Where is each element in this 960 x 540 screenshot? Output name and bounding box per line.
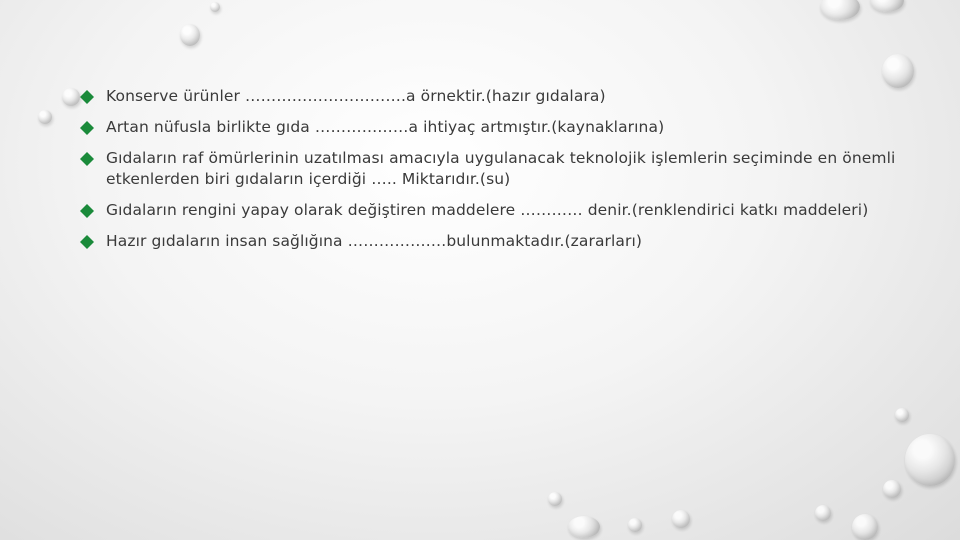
bullet-text: Hazır gıdaların insan sağlığına ……………….bulunmaktadır.(zararları) [106, 232, 643, 250]
bullet-text: Artan nüfusla birlikte gıda ………………a ihtiyaç artmıştır.(kaynaklarına) [106, 118, 665, 136]
list-item [80, 231, 900, 252]
bullet-text: Konserve ürünler ………………………….a örnektir.(hazır gıdalara) [106, 87, 606, 105]
list-item [80, 200, 900, 221]
list-item [80, 86, 900, 107]
list-item [80, 148, 900, 190]
water-drop-icon [672, 510, 690, 528]
bullet-text: Gıdaların raf ömürlerinin uzatılması amacıyla uygulanacak teknolojik işlemlerin seçiminde en önemli etkenlerden biri gıdaların içerdiği ….. Miktarıdır.(su) [106, 149, 896, 188]
water-drop-icon [883, 480, 901, 498]
water-drop-icon [905, 434, 955, 486]
water-drop-icon [852, 514, 878, 540]
water-drop-icon [38, 110, 52, 124]
water-drop-icon [548, 492, 562, 506]
diamond-bullet-icon [80, 90, 94, 104]
water-drop-icon [870, 0, 904, 12]
water-drop-icon [568, 516, 600, 538]
list-item [80, 117, 900, 138]
water-drop-icon [628, 518, 642, 532]
water-drop-icon [820, 0, 860, 20]
diamond-bullet-icon [80, 235, 94, 249]
water-drop-icon [882, 54, 914, 88]
bullet-list [80, 86, 900, 262]
water-drop-icon [895, 408, 909, 422]
diamond-bullet-icon [80, 152, 94, 166]
diamond-bullet-icon [80, 204, 94, 218]
water-drop-icon [815, 505, 831, 521]
water-drop-icon [180, 24, 200, 46]
water-drop-icon [62, 88, 80, 106]
bullet-text: Gıdaların rengini yapay olarak değiştiren maddelere ………… denir.(renklendirici katkı maddeleri) [106, 201, 869, 219]
diamond-bullet-icon [80, 121, 94, 135]
water-drop-icon [210, 2, 220, 12]
